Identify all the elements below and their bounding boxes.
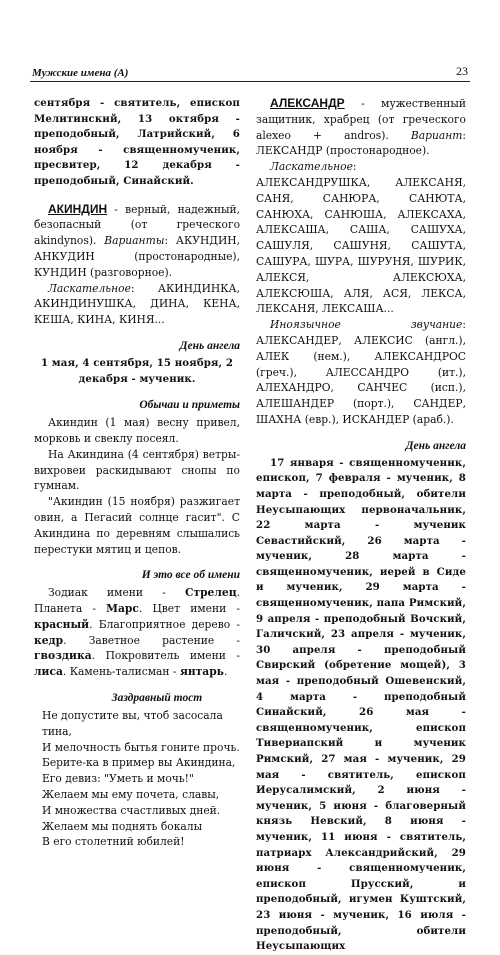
about-heading: И это все об имени (141, 569, 240, 582)
foreign-text: : АЛЕКСАНДЕР, АЛЕКСИС (англ.), АЛЕК (нем.), АЛЕКСАНДРОС (греч.), АЛЕССАНДРО (ит.), АЛЕХАНДРО, САНЧЕС (исп.), АЛЕШАНДЕР (порт.), САНДЕР, ШАХНА (евр.), ИСКАНДЕР (араб.). (256, 318, 466, 426)
planet-value: Марс (106, 602, 139, 616)
tree-label: . Благоприятное дерево - (89, 617, 240, 631)
entry-description: - мужественный защитник, храбрец (от греческого alexeo + andros). (256, 97, 466, 142)
stone-value: янтарь (179, 665, 224, 679)
plant-label: . Заветное растение - (63, 633, 240, 647)
angel-day-heading: День ангела (179, 339, 240, 352)
continuation-text: сентября - святитель, епископ Мелитинский, 13 октября - преподобный, Латрийский, 6 ноября - священномученик, пресвитер, 12 декабря - преподобный, Синайский. (34, 97, 240, 187)
alexander-diminutive (256, 159, 466, 317)
poem-line: И множества счастливых дней. (42, 803, 221, 817)
plant-value: гвоздика (34, 649, 92, 663)
poem-line: Желаем мы поднять бокалы (42, 819, 203, 833)
animal-label: . Покровитель имени - (91, 649, 240, 663)
toast-poem (34, 708, 240, 850)
about-paragraph (34, 585, 240, 680)
color-label: . Цвет имени - (138, 602, 240, 616)
customs-paragraph: Акиндин (1 мая) весну привел, морковь и свеклу посеял. (34, 416, 240, 445)
angel-day-text: 1 мая, 4 сентября, 15 ноября, 2 декабря - мученик. (40, 356, 234, 385)
zodiac-label: Зодиак имени - (48, 586, 185, 600)
diminutive-text: : АЛЕКСАНДРУШКА, АЛЕКСАНЯ, САНЯ, САНЮРА, САНЮТА, САНЮХА, САНЮША, АЛЕКСАХА, АЛЕКСАША, САША, САШУХА, САШУЛЯ, САШУНЯ, САШУТА, САШУРА, ШУРА, ШУРУНЯ, ШУРИК, АЛЕКСЯ, АЛЕКСЮХА, АЛЕКСЮША, АЛЯ, АСЯ, ЛЕКСА, ЛЕКСАНЯ, ЛЕКСАША... (256, 160, 466, 316)
customs-paragraph: "Акиндин (15 ноября) разжигает овин, а Пегасий солнце гасит". С Акиндина по деревням слышались перестуки мятиц и цепов. (34, 495, 240, 556)
about-end: . (223, 665, 228, 679)
right-column (256, 96, 466, 955)
stone-label: . Камень-талисман - (62, 665, 180, 679)
animal-value: лиса (34, 665, 63, 679)
poem-line: Его девиз: "Уметь и мочь!" (42, 772, 194, 786)
entry-name: АЛЕКСАНДР (270, 96, 345, 110)
diminutive-text: : АКИНДИНКА, АКИНДИНУШКА, ДИНА, КЕНА, КЕША, КИНА, КИНЯ... (34, 281, 240, 327)
poem-line: Не допустите вы, чтоб засосала тина, (42, 709, 223, 738)
akindin-entry (34, 202, 240, 281)
poem-line: И мелочность бытья гоните прочь. (42, 740, 240, 754)
variants-label: Варианты (104, 234, 165, 248)
poem-line: Желаем мы ему почета, славы, (42, 788, 220, 802)
poem-line: В его столетний юбилей! (42, 835, 185, 849)
left-column (34, 96, 240, 850)
diminutive-label: Ласкательное (48, 281, 131, 295)
running-header (30, 63, 470, 82)
variant-text: : ЛЕКСАНДР (простонародное). (256, 128, 466, 158)
angel-day-heading: День ангела (405, 439, 466, 452)
variant-label: Вариант (410, 128, 463, 142)
foreign-label: Иноязычное звучание (270, 318, 463, 332)
tree-value: кедр (34, 633, 64, 647)
entry-description: - верный, надежный, безопасный (от греческого akindynos). (34, 202, 240, 248)
customs-heading: Обычаи и приметы (139, 399, 240, 412)
customs-paragraph: На Акиндина (4 сентября) ветры-вихровеи раскидывают снопы по гумнам. (34, 447, 240, 493)
page-number: 23 (456, 64, 468, 78)
entry-name: АКИНДИН (48, 201, 108, 216)
toast-heading: Заздравный тост (111, 692, 203, 705)
alexander-entry (256, 96, 466, 159)
poem-line: Берите-ка в пример вы Акиндина, (42, 756, 236, 770)
variants-text: : АКУНДИН, АНКУДИН (простонародные), КУНДИН (разговорное). (34, 234, 241, 279)
angel-day-text: 17 января - священномученик, епископ, 7 февраля - мученик, 8 марта - преподобный, обители Неусыпающих первоначальник, 22 марта - мученик Севастийский, 26 марта - мученик, 28 марта - священномученик, иерей в Сиде и мученик, 29 марта - священномученик, папа Римский, 9 апреля - преподобный Вочский, Галичский, 23 апреля - мученик, 30 апреля - преподобный Свирский (обретение мощей), 3 мая - преподобный Ошевенский, 4 марта - преподобный Синайский, 26 мая - священномученик, епископ Тивериапский и мученик Римский, 27 мая - мученик, 29 мая - святитель, епископ Иерусалимский, 2 июня - мученик, 5 июня - благоверный князь Невский, 8 июня - мученик, 11 июня - святитель, патриарх Александрийский, 29 июня - священномученик, епископ Прусский, и преподобный, игумен Куштский, 23 июня - мученик, 16 июля - преподобный, обители Неусыпающих (256, 456, 466, 953)
akindin-diminutive (34, 281, 240, 328)
zodiac-value: Стрелец (184, 586, 237, 600)
color-value: красный (34, 617, 90, 631)
alexander-foreign (256, 317, 466, 428)
section-title: Мужские имена (А) (32, 67, 129, 79)
diminutive-label: Ласкательное (270, 160, 353, 174)
planet-label: . Планета - (34, 586, 240, 616)
